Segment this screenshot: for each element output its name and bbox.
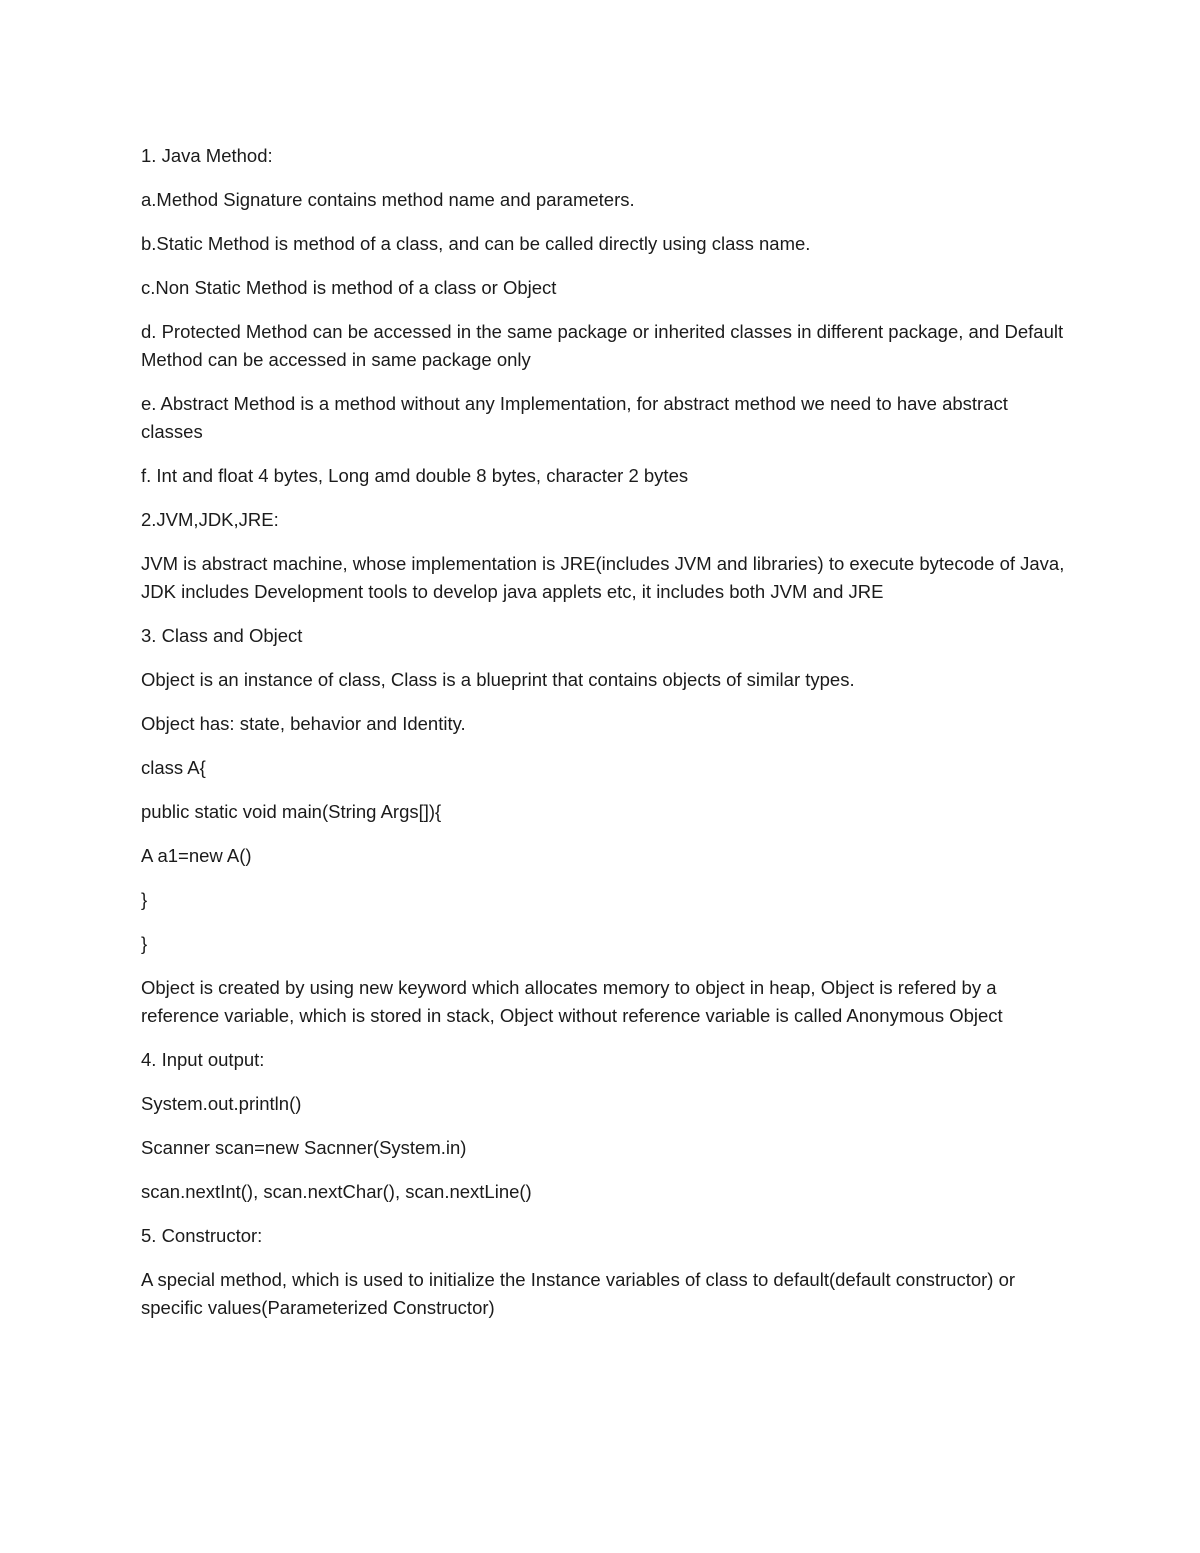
code-line-main: public static void main(String Args[]){	[141, 801, 442, 822]
code-line-close-brace: }	[141, 933, 148, 954]
paragraph-static-method: b.Static Method is method of a class, and can be called directly using class name.	[141, 233, 811, 254]
code-line-close-brace: }	[141, 889, 148, 910]
paragraph-object-has: Object has: state, behavior and Identity.	[141, 713, 466, 734]
code-line-scanner: Scanner scan=new Sacnner(System.in)	[141, 1137, 467, 1158]
heading-class-and-object: 3. Class and Object	[141, 625, 303, 646]
paragraph-object-creation: Object is created by using new keyword which allocates memory to object in heap, Object is refered by a reference variable, which is stored in stack, Object without reference variable is called Anonymous Object	[141, 977, 1003, 1026]
heading-jvm-jdk-jre: 2.JVM,JDK,JRE:	[141, 509, 279, 530]
paragraph-data-type-sizes: f. Int and float 4 bytes, Long amd double 8 bytes, character 2 bytes	[141, 465, 689, 486]
heading-java-method: 1. Java Method:	[141, 145, 273, 166]
paragraph-protected-method: d. Protected Method can be accessed in the same package or inherited classes in different package, and Default Method can be accessed in same package only	[141, 321, 1064, 370]
heading-constructor: 5. Constructor:	[141, 1225, 263, 1246]
paragraph-abstract-method: e. Abstract Method is a method without any Implementation, for abstract method we need to have abstract classes	[141, 393, 1008, 442]
code-line-new-object: A a1=new A()	[141, 845, 252, 866]
paragraph-object-instance: Object is an instance of class, Class is a blueprint that contains objects of similar types.	[141, 669, 855, 690]
paragraph-non-static-method: c.Non Static Method is method of a class or Object	[141, 277, 557, 298]
paragraph-jvm-description: JVM is abstract machine, whose implementation is JRE(includes JVM and libraries) to execute bytecode of Java, JDK includes Development tools to develop java applets etc, it includes both JVM and JRE	[141, 553, 1065, 602]
document-body	[141, 142, 1071, 1338]
code-line-println: System.out.println()	[141, 1093, 302, 1114]
code-line-scanner-methods: scan.nextInt(), scan.nextChar(), scan.nextLine()	[141, 1181, 532, 1202]
code-line-class: class A{	[141, 757, 206, 778]
heading-input-output: 4. Input output:	[141, 1049, 265, 1070]
paragraph-constructor: A special method, which is used to initialize the Instance variables of class to default(default constructor) or specific values(Parameterized Constructor)	[141, 1269, 1016, 1318]
paragraph-method-signature: a.Method Signature contains method name and parameters.	[141, 189, 635, 210]
